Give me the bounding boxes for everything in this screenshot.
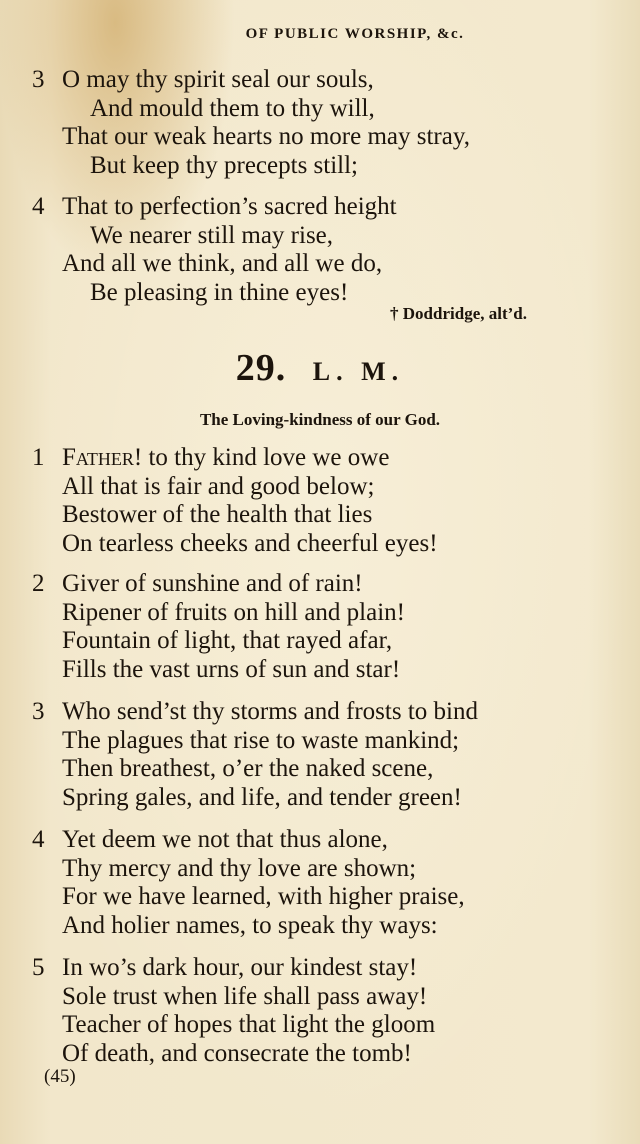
stanza-line: The plagues that rise to waste mankind; <box>62 726 460 754</box>
stanza-number: 3 <box>32 66 45 93</box>
stanza-number: 5 <box>32 954 45 981</box>
stanza-line: Fountain of light, that rayed afar, <box>62 627 393 654</box>
hymn-heading <box>0 346 640 390</box>
page-number: (45) <box>44 1066 76 1087</box>
hymn-meter: L. M. <box>312 357 405 386</box>
stanza-number: 4 <box>32 193 45 220</box>
hymn-stanza-2 <box>32 570 405 684</box>
stanza-line: Sole trust when life shall pass away! <box>62 982 428 1010</box>
stanza-line: Bestower of the health that lies <box>62 501 373 528</box>
hymn-stanza-3 <box>32 698 478 812</box>
hymn-number: 29. <box>235 347 287 389</box>
stanza-line: Then breathest, o’er the naked scene, <box>62 755 434 782</box>
stanza-line: That our weak hearts no more may stray, <box>62 123 470 150</box>
stanza-line: Ripener of fruits on hill and plain! <box>62 598 405 626</box>
stanza-line: All that is fair and good below; <box>62 472 375 500</box>
stanza-line: On tearless cheeks and cheerful eyes! <box>62 529 438 557</box>
hymn-attribution: † Doddridge, alt’d. <box>390 304 527 323</box>
stanza-line: Giver of sunshine and of rain! <box>62 570 363 597</box>
hymn-stanza-4 <box>32 826 465 940</box>
stanza-number: 1 <box>32 444 45 471</box>
stanza-line: And mould them to thy will, <box>90 94 375 122</box>
stanza-line: Who send’st thy storms and frosts to bind <box>62 698 478 725</box>
stanza-line: Be pleasing in thine eyes! <box>90 278 349 306</box>
stanza-line: Thy mercy and thy love are shown; <box>62 854 417 882</box>
hymn-subtitle: The Loving-kindness of our God. <box>199 410 441 429</box>
stanza-line: In wo’s dark hour, our kindest stay! <box>62 954 418 981</box>
stanza-number: 3 <box>32 698 45 725</box>
stanza-line: For we have learned, with higher praise, <box>62 883 465 910</box>
prev-hymn-stanza-3 <box>32 66 470 180</box>
stanza-line: Teacher of hopes that light the gloom <box>62 1011 436 1038</box>
first-line-rest: ! to thy kind love we owe <box>133 444 390 471</box>
stanza-line: And holier names, to speak thy ways: <box>62 911 438 939</box>
hymn-stanza-5 <box>32 954 435 1068</box>
stanza-line: O may thy spirit seal our souls, <box>62 66 374 93</box>
stanza-line: Of death, and consecrate the tomb! <box>62 1039 412 1067</box>
stanza-number: 2 <box>32 570 45 597</box>
stanza-line: Spring gales, and life, and tender green! <box>62 783 462 811</box>
stanza-line: And all we think, and all we do, <box>62 250 383 277</box>
stanza-line: Yet deem we not that thus alone, <box>62 826 388 853</box>
stanza-number: 4 <box>32 826 45 853</box>
running-head: OF PUBLIC WORSHIP, &c. <box>245 26 465 42</box>
first-word: Father <box>62 444 134 471</box>
stanza-line: That to perfection’s sacred height <box>62 193 397 220</box>
stanza-line <box>32 444 438 473</box>
prev-hymn-stanza-4 <box>32 193 397 307</box>
stanza-line: Fills the vast urns of sun and star! <box>62 655 401 683</box>
stanza-line: But keep thy precepts still; <box>90 151 359 179</box>
hymn-stanza-1 <box>32 444 438 558</box>
stanza-line: We nearer still may rise, <box>90 221 334 249</box>
